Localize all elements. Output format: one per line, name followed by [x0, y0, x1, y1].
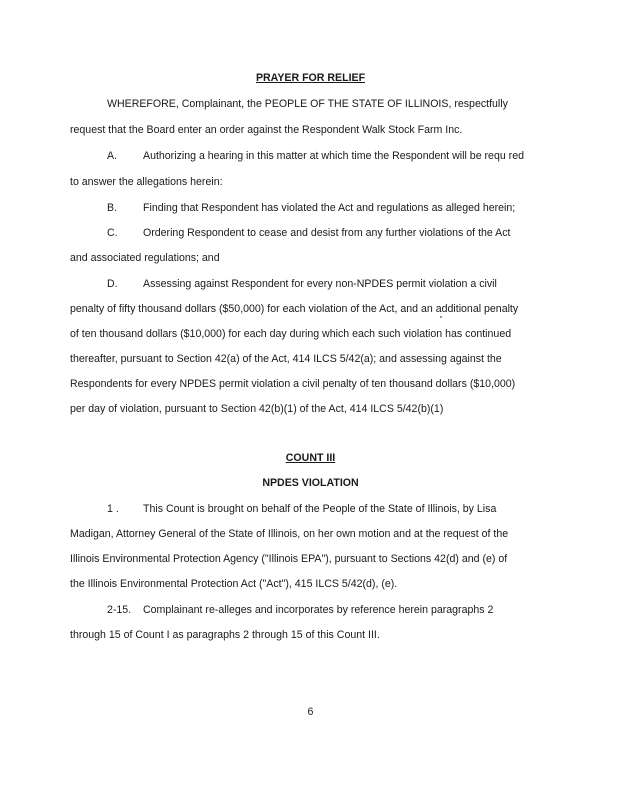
- item-a-text: Authorizing a hearing in this matter at which time the Respondent will be requ red: [143, 150, 524, 162]
- item-d-text: Respondents for every NPDES permit violation a civil penalty of ten thousand dollars ($10,000): [70, 378, 516, 390]
- count-heading: COUNT III: [285, 452, 336, 464]
- prayer-heading: PRAYER FOR RELIEF: [255, 72, 366, 84]
- item-c-text: and associated regulations; and: [70, 252, 220, 264]
- item-a-text: to answer the allegations herein:: [70, 176, 223, 188]
- count-paragraph-2-label: 2-15.: [107, 604, 132, 616]
- count-paragraph-2-text: through 15 of Count I as paragraphs 2 through 15 of this Count III.: [70, 629, 380, 641]
- count-paragraph-1-text: This Count is brought on behalf of the People of the State of Illinois, by Lisa: [143, 503, 497, 515]
- item-d-text: of ten thousand dollars ($10,000) for each day during which each such violation has continued: [70, 328, 512, 340]
- count-paragraph-2-text: Complainant re-alleges and incorporates by reference herein paragraphs 2: [143, 604, 494, 616]
- item-d-label: D.: [107, 278, 118, 290]
- count-subheading: NPDES VIOLATION: [262, 477, 359, 489]
- count-paragraph-1-label: 1 .: [107, 503, 119, 515]
- prayer-paragraph-line: request that the Board enter an order against the Respondent Walk Stock Farm Inc.: [70, 124, 463, 136]
- item-d-text: penalty of fifty thousand dollars ($50,000) for each violation of the Act, and an additional penalty: [70, 303, 519, 315]
- item-b-text: Finding that Respondent has violated the Act and regulations as alleged herein;: [143, 202, 516, 214]
- item-d-text: thereafter, pursuant to Section 42(a) of the Act, 414 ILCS 5/42(a); and assessing against the: [70, 353, 502, 365]
- count-paragraph-1-text: Illinois Environmental Protection Agency ("Illinois EPA"), pursuant to Sections 42(d) and (e) of: [70, 553, 508, 565]
- item-b-label: B.: [107, 202, 118, 214]
- prayer-paragraph-line: WHEREFORE, Complainant, the PEOPLE OF THE STATE OF ILLINOIS, respectfully: [107, 98, 508, 110]
- item-c-label: C.: [107, 227, 118, 239]
- scan-speck: [440, 316, 442, 318]
- count-paragraph-1-text: the Illinois Environmental Protection Act ("Act"), 415 ILCS 5/42(d), (e).: [70, 578, 398, 590]
- item-c-text: Ordering Respondent to cease and desist from any further violations of the Act: [143, 227, 511, 239]
- item-d-text: per day of violation, pursuant to Section 42(b)(1) of the Act, 414 ILCS 5/42(b)(1): [70, 403, 444, 415]
- item-d-text: Assessing against Respondent for every non-NPDES permit violation a civil: [143, 278, 497, 290]
- count-paragraph-1-text: Madigan, Attorney General of the State of Illinois, on her own motion and at the request of the: [70, 528, 509, 540]
- item-a-label: A.: [107, 150, 118, 162]
- page-number: 6: [307, 706, 314, 718]
